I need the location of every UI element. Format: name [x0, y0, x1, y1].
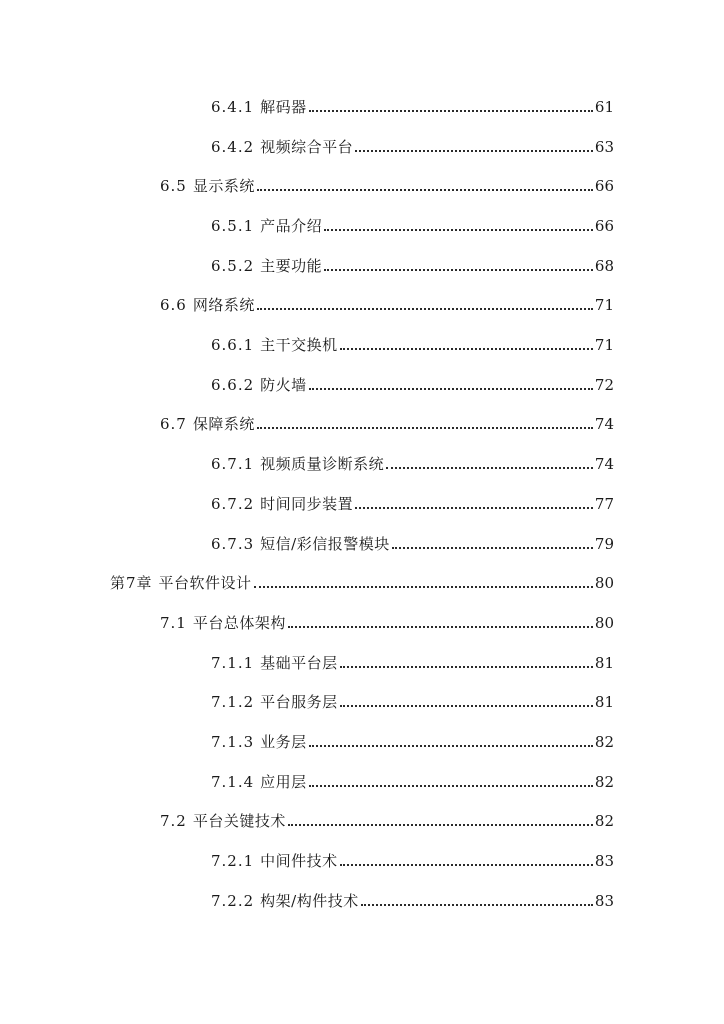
toc-entry[interactable] — [211, 96, 614, 118]
entry-number: 7.1.3 — [211, 733, 255, 751]
entry-title: 中间件技术 — [260, 852, 338, 870]
dot-leader — [340, 666, 593, 668]
entry-number: 6.7.3 — [211, 535, 255, 553]
entry-number: 6.7 — [160, 415, 187, 433]
toc-entry[interactable] — [211, 731, 614, 753]
entry-number: 6.5.2 — [211, 257, 255, 275]
entry-page-number: 81 — [594, 693, 614, 711]
entry-number: 6.5.1 — [211, 217, 255, 235]
entry-title: 视频质量诊断系统 — [260, 455, 385, 473]
entry-number: 7.2.1 — [211, 852, 255, 870]
entry-number: 第7章 — [110, 574, 153, 592]
entry-page-number: 82 — [594, 773, 614, 791]
entry-page-number: 82 — [594, 812, 614, 830]
entry-page-number: 66 — [594, 217, 614, 235]
dot-leader — [309, 745, 593, 747]
entry-title: 防火墙 — [260, 376, 307, 394]
entry-title: 解码器 — [260, 98, 307, 116]
toc-entry[interactable] — [211, 652, 614, 674]
dot-leader — [288, 626, 593, 628]
entry-number: 6.6.1 — [211, 336, 255, 354]
entry-page-number: 63 — [594, 138, 614, 156]
entry-title: 平台服务层 — [260, 693, 338, 711]
toc-entry[interactable] — [211, 493, 614, 515]
dot-leader — [340, 348, 593, 350]
toc-entry[interactable] — [211, 533, 614, 555]
entry-page-number: 74 — [594, 415, 614, 433]
toc-entry[interactable] — [160, 612, 614, 634]
entry-number: 7.1 — [160, 614, 187, 632]
toc-entry[interactable] — [211, 136, 614, 158]
entry-title: 主干交换机 — [260, 336, 338, 354]
entry-title: 视频综合平台 — [260, 138, 354, 156]
entry-title: 保障系统 — [192, 415, 255, 433]
toc-entry[interactable] — [211, 215, 614, 237]
entry-title: 平台总体架构 — [192, 614, 286, 632]
entry-number: 7.2.2 — [211, 892, 255, 910]
entry-title: 平台软件设计 — [158, 574, 252, 592]
dot-leader — [257, 189, 593, 191]
dot-leader — [288, 824, 593, 826]
entry-number: 7.1.4 — [211, 773, 255, 791]
entry-page-number: 71 — [594, 296, 614, 314]
toc-entry[interactable] — [160, 810, 614, 832]
toc-entry[interactable] — [160, 175, 614, 197]
dot-leader — [392, 547, 593, 549]
entry-number: 6.6.2 — [211, 376, 255, 394]
toc-entry[interactable] — [211, 453, 614, 475]
entry-number: 6.7.1 — [211, 455, 255, 473]
dot-leader — [254, 586, 593, 588]
entry-page-number: 72 — [594, 376, 614, 394]
toc-entry[interactable] — [160, 294, 614, 316]
entry-page-number: 74 — [594, 455, 614, 473]
entry-title: 时间同步装置 — [260, 495, 354, 513]
dot-leader — [324, 229, 593, 231]
entry-number: 7.1.2 — [211, 693, 255, 711]
entry-title: 显示系统 — [192, 177, 255, 195]
entry-number: 6.5 — [160, 177, 187, 195]
toc-entry[interactable] — [211, 771, 614, 793]
entry-page-number: 82 — [594, 733, 614, 751]
entry-page-number: 77 — [594, 495, 614, 513]
entry-title: 短信/彩信报警模块 — [260, 535, 390, 553]
entry-number: 6.7.2 — [211, 495, 255, 513]
dot-leader — [309, 388, 593, 390]
entry-page-number: 66 — [594, 177, 614, 195]
entry-page-number: 61 — [594, 98, 614, 116]
dot-leader — [257, 308, 593, 310]
toc-entry[interactable] — [211, 691, 614, 713]
entry-page-number: 79 — [594, 535, 614, 553]
toc-entry[interactable] — [211, 850, 614, 872]
entry-number: 6.6 — [160, 296, 187, 314]
toc-entry[interactable] — [211, 374, 614, 396]
dot-leader — [324, 269, 593, 271]
toc-entry[interactable] — [211, 255, 614, 277]
entry-page-number: 83 — [594, 852, 614, 870]
entry-page-number: 80 — [594, 574, 614, 592]
dot-leader — [386, 467, 593, 469]
entry-title: 应用层 — [260, 773, 307, 791]
entry-title: 产品介绍 — [260, 217, 323, 235]
dot-leader — [340, 705, 593, 707]
dot-leader — [355, 150, 593, 152]
entry-page-number: 71 — [594, 336, 614, 354]
entry-number: 7.2 — [160, 812, 187, 830]
entry-page-number: 81 — [594, 654, 614, 672]
entry-title: 业务层 — [260, 733, 307, 751]
dot-leader — [257, 427, 593, 429]
entry-page-number: 68 — [594, 257, 614, 275]
dot-leader — [361, 904, 593, 906]
entry-title: 构架/构件技术 — [260, 892, 359, 910]
entry-number: 7.1.1 — [211, 654, 255, 672]
entry-title: 主要功能 — [260, 257, 323, 275]
dot-leader — [355, 507, 593, 509]
dot-leader — [309, 110, 593, 112]
entry-title: 平台关键技术 — [192, 812, 286, 830]
toc-entry[interactable] — [110, 572, 614, 594]
entry-title: 网络系统 — [192, 296, 255, 314]
toc-entry[interactable] — [211, 890, 614, 912]
dot-leader — [309, 785, 593, 787]
entry-title: 基础平台层 — [260, 654, 338, 672]
dot-leader — [340, 864, 593, 866]
entry-page-number: 80 — [594, 614, 614, 632]
toc-entry[interactable] — [211, 334, 614, 356]
entry-number: 6.4.2 — [211, 138, 255, 156]
toc-entry[interactable] — [160, 413, 614, 435]
entry-number: 6.4.1 — [211, 98, 255, 116]
entry-page-number: 83 — [594, 892, 614, 910]
